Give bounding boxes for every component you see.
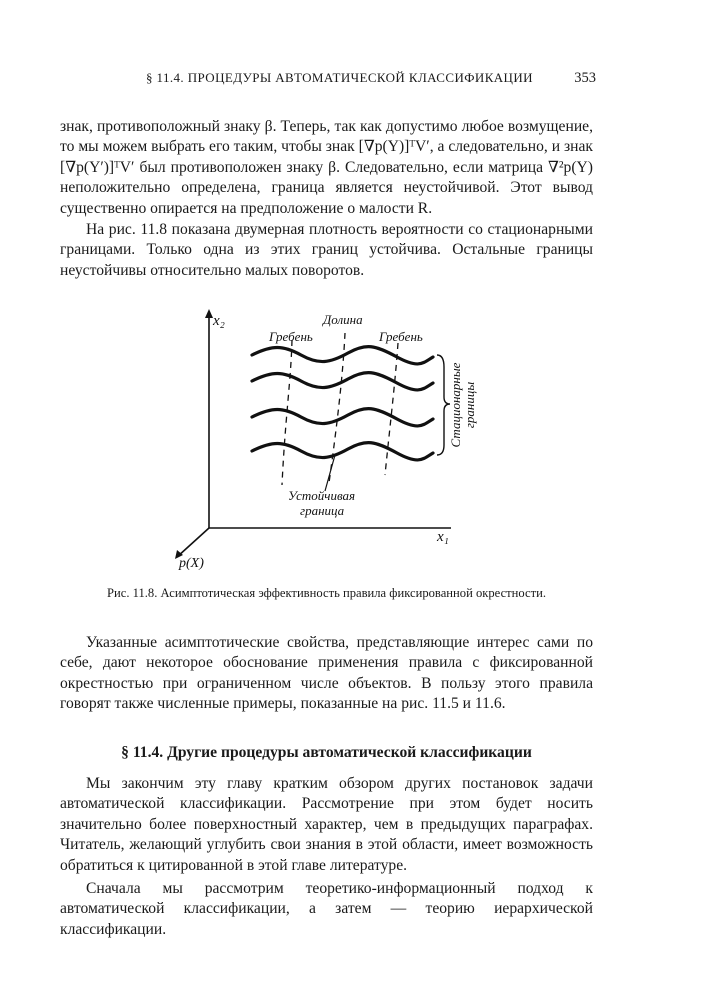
stationary-label-line2: границы <box>462 381 477 429</box>
contour-line <box>252 347 433 364</box>
stationary-label-line1: Стационарные <box>448 362 463 448</box>
page-number: 353 <box>574 70 596 86</box>
running-head: § 11.4. ПРОЦЕДУРЫ АВТОМАТИЧЕСКОЙ КЛАССИФИКАЦИИ <box>146 70 533 85</box>
figure-11-8 <box>165 305 477 580</box>
paragraph-asymptotic-properties: Указанные асимптотические свойства, представляющие интерес сами по себе, дают некоторое обоснование применения правила с фиксированной окрестностью при ограниченном числе объектов. В пользу этого правила говорят также численные примеры, показанные на рис. 11.5 и 11.6. <box>60 634 593 713</box>
contour-line <box>252 409 433 426</box>
valley-label: Долина <box>323 312 363 327</box>
density-diagram <box>165 305 477 580</box>
ridge-label-left: Гребень <box>269 329 313 344</box>
ridge-label-right: Гребень <box>379 329 423 344</box>
section-heading: § 11.4. Другие процедуры автоматической классификации <box>121 744 532 761</box>
paragraph-continuation: знак, противоположный знаку β. Теперь, так как допустимо любое возмущение, то мы можем выбрать его таким, чтобы знак [∇p(Y)]ᵀV′, а следовательно, и знак [∇p(Y′)]ᵀV′ был противоположен знаку β. Следовательно, если матрица ∇²p(Y) неположительно определена, граница является неустойчивой. Этот вывод существенно опирается на предположение о малости R. <box>60 118 593 217</box>
section-paragraph: Мы закончим эту главу кратким обзором других постановок задачи автоматической классификации. Рассмотрение при этом будет носить значительно более поверхностный характер, чем в предыдущих параграфах. Читатель, желающий углубить свои знания в этой области, имеет возможность обратиться к цитированной в этой главе литературе. <box>60 775 593 874</box>
section-paragraph: Сначала мы рассмотрим теоретико-информационный подход к автоматической классификации, а затем — теорию иерархической классификации. <box>60 880 593 938</box>
ridge-line-right <box>385 343 398 475</box>
x2-label: x₂ <box>213 313 225 329</box>
stable-boundary-pointer <box>325 455 335 491</box>
contour-line <box>252 373 433 390</box>
px-label: p(X) <box>179 556 204 571</box>
contour-line <box>252 443 433 460</box>
stable-label-line1: Устойчивая <box>288 488 356 503</box>
paragraph-figure-reference: На рис. 11.8 показана двумерная плотность вероятности со стационарными границами. Только одна из этих границ устойчива. Остальные границы неустойчивы относительно малых поворотов. <box>60 221 593 279</box>
x2-arrow-icon <box>205 309 213 318</box>
x1-label: x₁ <box>437 529 449 545</box>
stable-label-line2: граница <box>300 503 345 518</box>
figure-caption: Рис. 11.8. Асимптотическая эффективность правила фиксированной окрестности. <box>107 586 546 600</box>
px-axis <box>177 528 209 557</box>
page-header <box>146 70 596 90</box>
